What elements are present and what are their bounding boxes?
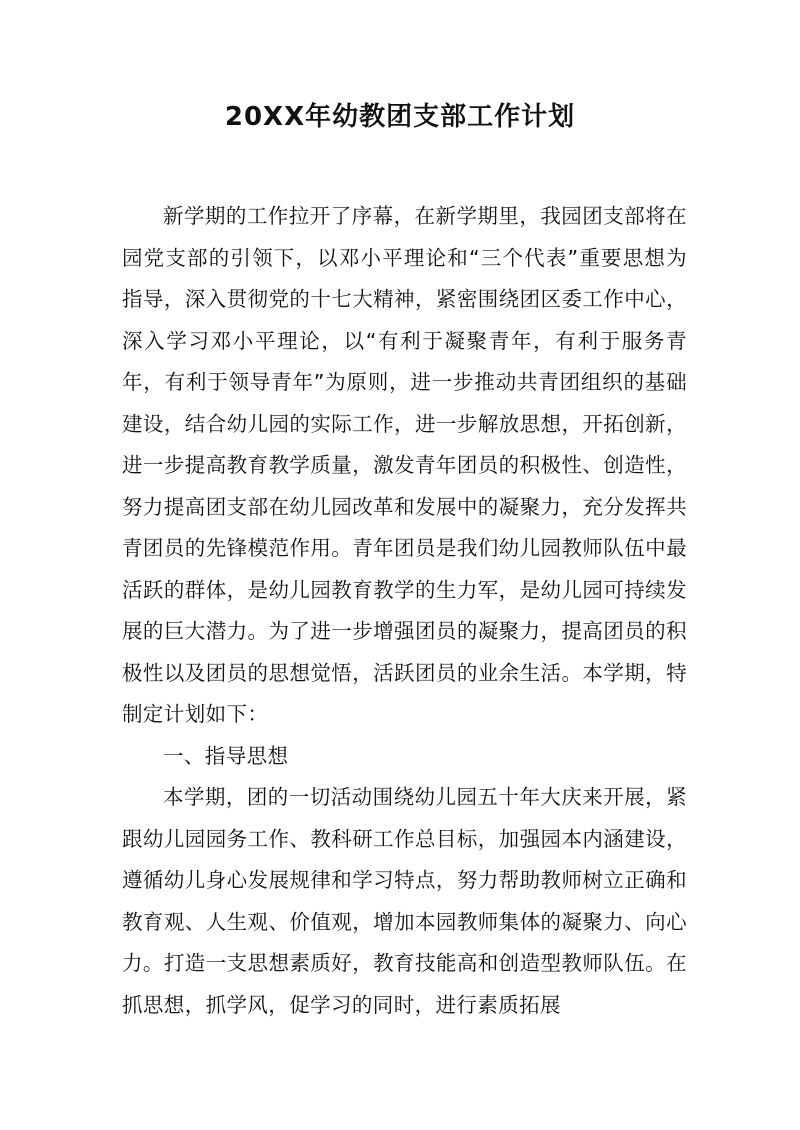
intro-paragraph: 新学期的工作拉开了序幕，在新学期里，我园团支部将在园党支部的引领下，以邓小平理论和“三个代表”重要思想为指导，深入贯彻党的十七大精神，紧密围绕团区委工作中心，深入学习邓小平理论，以“有利于凝聚青年，有利于服务青年，有利于领导青年”为原则，进一步推动共青团组织的基础建设，结合幼儿园的实际工作，进一步解放思想，开拓创新，进一步提高教育教学质量，激发青年团员的积极性、创造性，努力提高团支部在幼儿园改革和发展中的凝聚力，充分发挥共青团员的先锋模范作用。青年团员是我们幼儿园教师队伍中最活跃的群体，是幼儿园教育教学的生力军，是幼儿园可持续发展的巨大潜力。为了进一步增强团员的凝聚力，提高团员的积极性以及团员的思想觉悟，活跃团员的业余生活。本学期，特制定计划如下：	[122, 204, 687, 726]
section-heading-guiding-ideology: 一、指导思想	[163, 743, 289, 768]
document-body	[122, 196, 687, 1026]
guiding-ideology-paragraph: 本学期，团的一切活动围绕幼儿园五十年大庆来开展，紧跟幼儿园园务工作、教科研工作总目标，加强园本内涵建设，遵循幼儿身心发展规律和学习特点，努力帮助教师树立正确和教育观、人生观、价值观，增加本园教师集体的凝聚力、向心力。打造一支思想素质好，教育技能高和创造型教师队伍。在抓思想，抓学风，促学习的同时，进行素质拓展	[122, 785, 687, 1017]
document-title: 20XX年幼教团支部工作计划	[224, 102, 576, 132]
